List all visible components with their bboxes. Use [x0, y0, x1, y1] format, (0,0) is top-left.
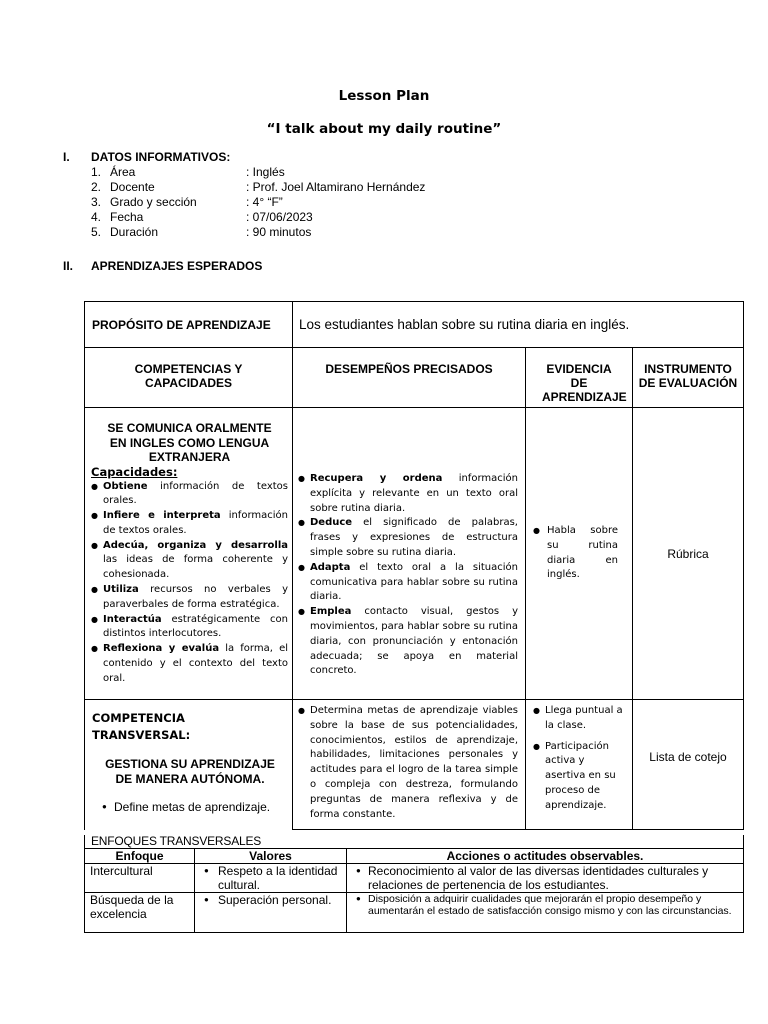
transversal-performance-item: ● Determina metas de aprendizaje viables sobre la base de sus potencialidades, conocimientos, estilos de aprendizaje, habilidades, limitaciones personales y actitudes para el logro de la tarea simple o compleja con destreza, formulando preguntas de manera reflexiva y de forma constante.: [298, 704, 518, 822]
evidence-cell: [526, 408, 633, 700]
enfoques-table: [84, 835, 744, 933]
info-value: : 4° “F”: [246, 195, 283, 209]
performance-item: ● Adapta el texto oral a la situación comunicativa para hablar sobre su rutina diaria.: [298, 561, 518, 605]
transversal-label: COMPETENCIA TRANSVERSAL:: [92, 711, 191, 742]
info-number: 5.: [91, 225, 102, 239]
evidence-item: ● Habla sobre su rutina diaria en inglés.: [533, 524, 618, 583]
info-number: 2.: [91, 180, 102, 194]
transversal-competence: GESTIONA SU APRENDIZAJE DE MANERA AUTÓNOMA.: [105, 757, 275, 786]
enfoque-value-cell: [195, 892, 347, 932]
info-value: : 90 minutos: [246, 225, 312, 239]
purpose-row: [85, 302, 744, 348]
instrument-cell: [633, 408, 744, 700]
competence-row: [85, 408, 744, 700]
info-label: Área: [110, 165, 136, 179]
capacity-item: ● Utiliza recursos no verbales y paraverbales de forma estratégica.: [91, 583, 288, 613]
performances-list: [298, 472, 518, 679]
enfoques-header-row: [85, 848, 744, 863]
section-2-heading: [0, 259, 768, 274]
info-number: 3.: [91, 195, 102, 209]
instrument-text: Rúbrica: [667, 546, 709, 561]
capacity-item: ● Infiere e interpreta información de textos orales.: [91, 509, 288, 539]
capacities-title: Capacidades:: [91, 464, 178, 479]
performance-item: ● Deduce el significado de palabras, frases y expresiones de estructura simple sobre su rutina diaria.: [298, 516, 518, 560]
enfoque-value: ● Respeto a la identidad cultural.: [204, 864, 341, 892]
purpose-label: PROPÓSITO DE APRENDIZAJE: [92, 317, 271, 332]
capacity-item: ● Interactúa estratégicamente con distintos interlocutores.: [91, 613, 288, 643]
capacities-list: [91, 480, 288, 687]
performance-item: ● Recupera y ordena información explícita y relevante en un texto oral sobre rutina diaria.: [298, 472, 518, 516]
capacity-item: ● Reflexiona y evalúa la forma, el contenido y el contexto del texto oral.: [91, 642, 288, 686]
enfoque-action-cell: [347, 892, 744, 932]
section-1-number: I.: [63, 150, 70, 164]
purpose-text: Los estudiantes hablan sobre su rutina diaria en inglés.: [299, 316, 630, 332]
header-competencias: COMPETENCIAS Y CAPACIDADES: [85, 348, 293, 408]
enfoques-title: ENFOQUES TRANSVERSALES: [85, 835, 744, 848]
enfoque-action: ● Reconocimiento al valor de las diversas identidades culturales y relaciones de pertenencia de los estudiantes.: [356, 864, 738, 892]
evidence-list: [533, 524, 618, 583]
info-value: : Inglés: [246, 165, 285, 179]
info-value: : 07/06/2023: [246, 210, 313, 224]
enfoque-action-cell: [347, 863, 744, 892]
enfoque-value: ● Superación personal.: [204, 893, 341, 907]
info-value: : Prof. Joel Altamirano Hernández: [246, 180, 426, 194]
enfoque-value-cell: [195, 863, 347, 892]
header-desempenos: DESEMPEÑOS PRECISADOS: [293, 348, 526, 408]
enfoque-value-list: [200, 864, 341, 892]
transversal-capacity-item: ● Define metas de aprendizaje.: [102, 800, 288, 814]
transversal-capacities: [92, 800, 288, 814]
transversal-evidence-cell: [526, 700, 633, 830]
transversal-row: [85, 700, 744, 830]
page-subtitle: “I talk about my daily routine”: [266, 121, 502, 137]
enfoque-action: ● Disposición a adquirir cualidades que mejorarán el propio desempeño y aumentarán el estado de satisfacción consigo mismo y con las circunstancias.: [356, 893, 738, 918]
transversal-instrument-text: Lista de cotejo: [649, 750, 727, 764]
section-2-title: APRENDIZAJES ESPERADOS: [91, 259, 263, 273]
info-label: Grado y sección: [110, 195, 197, 209]
performances-cell: [293, 408, 526, 700]
competence-cell: [85, 408, 293, 700]
section-2-number: II.: [63, 259, 74, 273]
transversal-instrument-cell: [633, 700, 744, 830]
info-number: 1.: [91, 165, 102, 179]
enfoques-title-row: [85, 835, 744, 848]
transversal-evidence-item: ● Participación activa y asertiva en su proceso de aprendizaje.: [533, 740, 626, 814]
header-evidencia: EVIDENCIA DE APRENDIZAJE: [526, 348, 633, 408]
info-label: Duración: [110, 225, 159, 239]
enfoques-row: [85, 863, 744, 892]
enfoque-action-list: [352, 864, 738, 892]
transversal-performance-cell: [293, 700, 526, 830]
enfoque-value-list: [200, 893, 341, 907]
enfoque-name: Intercultural: [85, 863, 195, 892]
enfoque-name: Búsqueda de la excelencia: [85, 892, 195, 932]
performance-item: ● Emplea contacto visual, gestos y movimientos, para hablar sobre su rutina diaria, con pronunciación y entonación adecuada; se apoya en material concreto.: [298, 605, 518, 679]
transversal-evidence-item: ● Llega puntual a la clase.: [533, 704, 626, 734]
purpose-text-cell: [293, 302, 744, 348]
page-title: Lesson Plan: [338, 88, 430, 104]
enfoques-header-enfoque: Enfoque: [85, 848, 195, 863]
info-label: Docente: [110, 180, 155, 194]
learning-table: [84, 301, 744, 830]
info-label: Fecha: [110, 210, 144, 224]
transversal-evidence-list: [533, 704, 626, 814]
enfoques-header-valores: Valores: [195, 848, 347, 863]
capacity-item: ● Obtiene información de textos orales.: [91, 480, 288, 510]
section-1-title: DATOS INFORMATIVOS:: [91, 150, 231, 164]
header-instrumento: INSTRUMENTO DE EVALUACIÓN: [633, 348, 744, 408]
header-row: [85, 348, 744, 408]
enfoques-row: [85, 892, 744, 932]
section-1-heading: [0, 150, 768, 165]
transversal-cell: [85, 700, 293, 830]
capacity-item: ● Adecúa, organiza y desarrolla las ideas de forma coherente y cohesionada.: [91, 539, 288, 583]
transversal-performance-list: [298, 704, 518, 822]
enfoques-header-acciones: Acciones o actitudes observables.: [347, 848, 744, 863]
enfoque-action-list: [352, 893, 738, 918]
info-number: 4.: [91, 210, 102, 224]
purpose-label-cell: [85, 302, 293, 348]
competence-title: SE COMUNICA ORALMENTE EN INGLES COMO LENGUA EXTRANJERA: [107, 421, 272, 464]
